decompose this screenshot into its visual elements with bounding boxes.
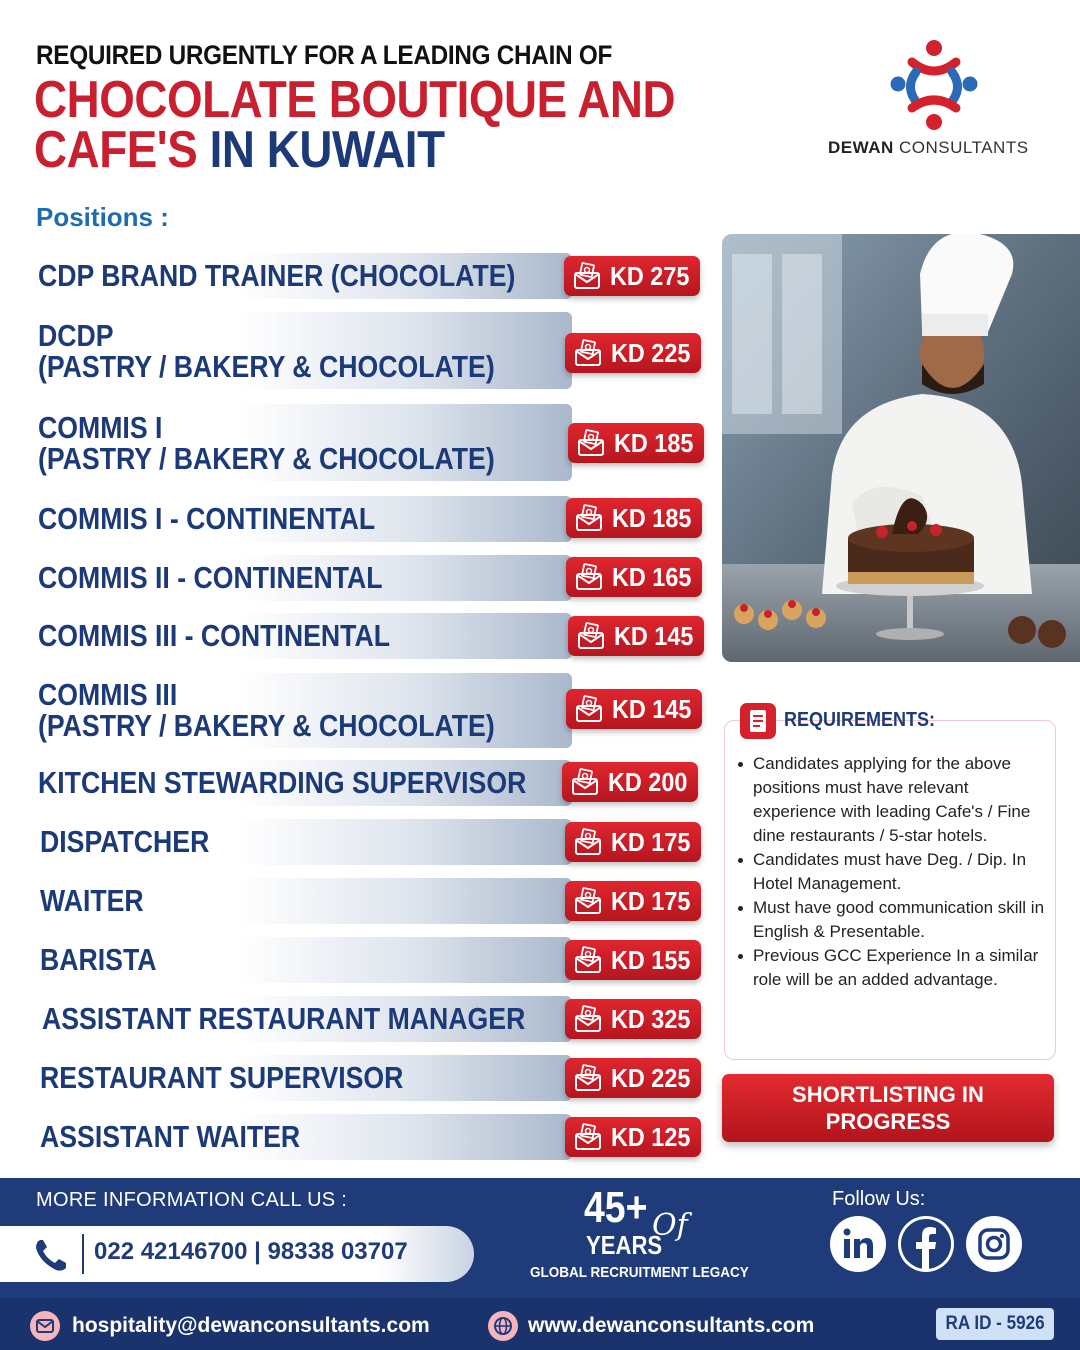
- shortlisting-banner: SHORTLISTING IN PROGRESS: [722, 1074, 1054, 1142]
- website-link[interactable]: www.dewanconsultants.com: [528, 1314, 815, 1337]
- job-row: [30, 878, 572, 924]
- job-title-detail: (PASTRY / BAKERY & CHOCOLATE): [38, 349, 495, 384]
- job-row: [30, 404, 572, 481]
- phone-number[interactable]: 022 42146700 | 98338 03707: [94, 1238, 408, 1265]
- job-title: WAITER: [40, 883, 144, 918]
- salary-envelope-icon: [574, 504, 604, 532]
- requirements-title: REQUIREMENTS:: [784, 709, 936, 731]
- globe-icon: [488, 1311, 518, 1341]
- years-number: 45+: [584, 1183, 648, 1232]
- salary-envelope-icon: [574, 563, 604, 591]
- salary-envelope-icon: [573, 887, 603, 915]
- header-title-line1: CHOCOLATE BOUTIQUE AND: [34, 71, 676, 129]
- salary-badge: [565, 1058, 701, 1098]
- instagram-icon[interactable]: [966, 1216, 1022, 1272]
- job-row: [30, 673, 572, 748]
- facebook-icon[interactable]: [898, 1216, 954, 1272]
- chef-photo: [722, 234, 1080, 662]
- salary-badge: [564, 256, 700, 296]
- requirement-item: Candidates must have Deg. / Dip. In Hotel Management.: [732, 848, 1054, 896]
- email-link[interactable]: hospitality@dewanconsultants.com: [72, 1314, 430, 1337]
- salary-envelope-icon: [573, 828, 603, 856]
- job-row: [30, 1055, 572, 1101]
- call-label: MORE INFORMATION CALL US :: [36, 1189, 348, 1211]
- salary-amount: KD 185: [612, 502, 692, 533]
- job-title: BARISTA: [40, 942, 157, 977]
- salary-badge: [566, 557, 702, 597]
- salary-envelope-icon: [570, 768, 600, 796]
- header-subtitle: REQUIRED URGENTLY FOR A LEADING CHAIN OF: [36, 40, 613, 70]
- years-subtitle: GLOBAL RECRUITMENT LEGACY: [530, 1264, 749, 1281]
- positions-label: Positions :: [36, 202, 169, 232]
- job-title: DISPATCHER: [40, 824, 210, 859]
- job-title-detail: (PASTRY / BAKERY & CHOCOLATE): [38, 708, 495, 743]
- salary-amount: KD 325: [611, 1003, 691, 1034]
- salary-amount: KD 225: [611, 1062, 691, 1093]
- job-title: COMMIS I - CONTINENTAL: [38, 501, 376, 536]
- header-title-kuwait: IN KUWAIT: [197, 121, 445, 179]
- salary-amount: KD 185: [614, 427, 694, 458]
- job-title: RESTAURANT SUPERVISOR: [40, 1060, 404, 1095]
- dewan-logo-mark-icon: [828, 40, 1048, 135]
- phone-separator: [82, 1234, 84, 1274]
- requirements-list: [732, 752, 1054, 992]
- job-row: [30, 613, 572, 659]
- job-title: DCDP: [38, 318, 114, 353]
- requirement-item: Previous GCC Experience In a similar role will be an added advantage.: [732, 944, 1054, 992]
- salary-badge: [568, 616, 704, 656]
- job-row: [30, 253, 572, 299]
- dewan-logo: [828, 40, 1048, 170]
- job-title: KITCHEN STEWARDING SUPERVISOR: [38, 765, 527, 800]
- salary-badge: [566, 689, 702, 729]
- salary-envelope-icon: [573, 1064, 603, 1092]
- dewan-logo-text: DEWAN CONSULTANTS: [828, 138, 1029, 157]
- linkedin-icon[interactable]: [830, 1216, 886, 1272]
- salary-amount: KD 125: [611, 1121, 691, 1152]
- job-row: [30, 819, 572, 865]
- salary-amount: KD 165: [612, 561, 692, 592]
- job-row: [30, 1114, 572, 1160]
- job-row: [30, 937, 572, 983]
- job-title: COMMIS III - CONTINENTAL: [38, 618, 390, 653]
- job-row: [30, 555, 572, 601]
- salary-badge: [565, 1117, 701, 1157]
- salary-badge: [565, 822, 701, 862]
- salary-amount: KD 145: [612, 693, 692, 724]
- salary-amount: KD 275: [610, 260, 690, 291]
- salary-badge: [565, 333, 701, 373]
- ra-id-badge: RA ID - 5926: [936, 1308, 1054, 1340]
- salary-badge: [562, 762, 698, 802]
- requirement-item: Candidates applying for the above positions must have relevant experience with leading Cafe's / Fine dine restaurants / 5-star hotels.: [732, 752, 1054, 848]
- salary-amount: KD 175: [611, 885, 691, 916]
- salary-badge: [568, 423, 704, 463]
- job-title: CDP BRAND TRAINER (CHOCOLATE): [38, 258, 516, 293]
- job-title: COMMIS II - CONTINENTAL: [38, 560, 383, 595]
- document-icon: [740, 703, 776, 739]
- salary-envelope-icon: [573, 339, 603, 367]
- salary-badge: [565, 881, 701, 921]
- salary-amount: KD 200: [608, 766, 688, 797]
- salary-amount: KD 155: [611, 944, 691, 975]
- job-row: [30, 496, 572, 542]
- job-row: [30, 312, 572, 389]
- salary-envelope-icon: [572, 262, 602, 290]
- salary-envelope-icon: [573, 946, 603, 974]
- follow-label: Follow Us:: [832, 1188, 926, 1210]
- requirement-item: Must have good communication skill in English & Presentable.: [732, 896, 1054, 944]
- salary-badge: [565, 999, 701, 1039]
- salary-envelope-icon: [573, 1005, 603, 1033]
- job-title: ASSISTANT WAITER: [40, 1119, 301, 1154]
- header-title-cafes: CAFE'S: [34, 121, 198, 179]
- salary-envelope-icon: [574, 695, 604, 723]
- job-title: COMMIS I: [38, 410, 163, 445]
- salary-amount: KD 145: [614, 620, 694, 651]
- salary-envelope-icon: [576, 622, 606, 650]
- salary-badge: [566, 498, 702, 538]
- salary-badge: [565, 940, 701, 980]
- job-title-detail: (PASTRY / BAKERY & CHOCOLATE): [38, 441, 495, 476]
- phone-icon: [32, 1236, 72, 1279]
- mail-icon: [30, 1311, 60, 1341]
- salary-amount: KD 175: [611, 826, 691, 857]
- years-word: YEARS: [586, 1230, 663, 1260]
- salary-envelope-icon: [573, 1123, 603, 1151]
- salary-amount: KD 225: [611, 337, 691, 368]
- years-of: Of: [652, 1208, 688, 1243]
- job-title: ASSISTANT RESTAURANT MANAGER: [42, 1001, 526, 1036]
- job-row: [30, 760, 572, 806]
- header-title-line2: [34, 121, 445, 179]
- job-row: [30, 996, 572, 1042]
- salary-envelope-icon: [576, 429, 606, 457]
- job-title: COMMIS III: [38, 677, 178, 712]
